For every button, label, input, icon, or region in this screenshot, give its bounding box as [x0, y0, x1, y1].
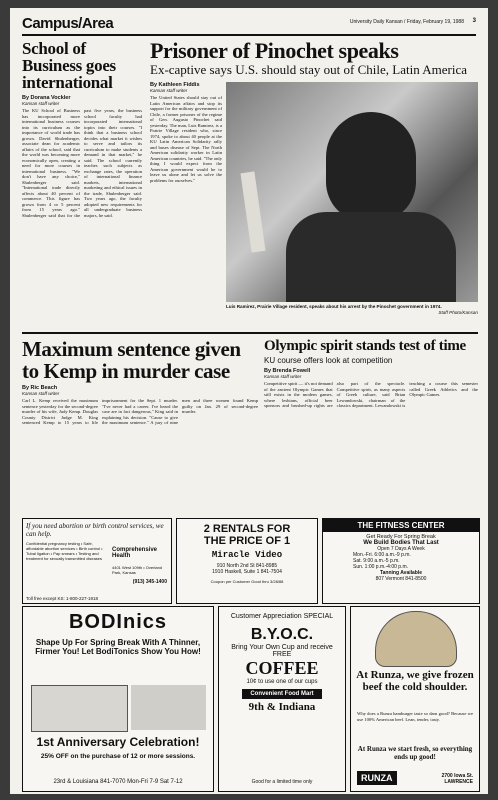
coffee-footer: Good for a limited time only — [251, 779, 313, 785]
bodinics-ad — [22, 606, 214, 792]
video-ad — [176, 518, 318, 604]
contraception-brand: Comprehensive Health — [112, 547, 158, 559]
bodinics-tagline: Shape Up For Spring Break With A Thinner, Firmer You! Let BodiTonics Show You How! — [35, 638, 201, 656]
bodinics-logo: BODInics — [68, 611, 168, 633]
coffee-price: 10¢ to use one of our cups — [246, 679, 318, 685]
contraception-title: If you need abortion or birth control services, we can help. — [26, 522, 164, 538]
pinochet-subhead: Ex-captive says U.S. should stay out of Chile, Latin America — [150, 62, 467, 77]
business-text: The KU School of Business has incorporated more international business courses into its curriculum as the importance of world trade has grown. David Shulenberger, associate dean for academic affairs of the school, said that the world was becoming more economically open, creating a need for more courses in international business. "We don't have any choice," Shulenberger said. "International trade directly affects about 40 percent of commerce. This figure has grown from 4 or 5 percent from 15 years ago." Shulenberger said that for the past five years, the business school faculty had incorporated international topics into their courses. "I think that a business school decides what market it wishes to serve and tailors its curriculum to make students a demand in that market," he said. The school currently teaches such subjects as exchange rates, the operation of international finance markets, international marketing and ethical issues in the trade, Shulenberger said. Two years ago, the faculty adopted new requirements for all undergraduate business majors, he said. — [22, 108, 142, 218]
fitness-tanning: Tanning Available — [379, 570, 423, 576]
bodinics-offer: 25% OFF on the purchase of 12 or more sessions. — [40, 753, 196, 760]
fitness-ad — [322, 518, 480, 604]
fitness-hours-line: Mon.-Fri. 6:00 a.m.-9 p.m. — [353, 552, 411, 558]
runza-close: At Runza we start fresh, so everything ends up good! — [357, 745, 473, 761]
video-line1: 2 RENTALS FOR — [203, 523, 291, 535]
caption-text: Luis Ramirez, Prairie Village resident, speaks about his arrest by the Pinochet government in 1974. — [226, 304, 442, 309]
coffee-title: Customer Appreciation SPECIAL — [230, 613, 334, 620]
photo-credit: Staff Photo/Kansan — [438, 309, 478, 315]
kemp-story — [22, 338, 258, 513]
fitness-address: 807 Vermont 841-8500 — [375, 576, 427, 582]
photo-subject-body — [286, 212, 456, 302]
pinochet-role: Kansan staff writer — [150, 88, 188, 93]
business-byline: By Dorana Vockler — [22, 95, 71, 101]
kemp-text: Carl L. Kemp received the maximum sentence yesterday for the second-degree murder of his wife, Judy Kemp. Douglas County District Judge M. King sentenced Kemp to 15 years to life imprisonment for the Sept. 1 murder. "I've never had a career. I've heard the case are in fact dangerous," King said in explaining his decision. "Cause to give the maximum sentence." A jury of nine men and three women found Kemp guilty on Jan. 29 of second-degree murder. — [22, 398, 258, 425]
olympic-text: Competitive spirit — it's not demand of the ancient Olympic Games that still exists in the modern games, where lesbians, official beer sponsors and brushed-up rights are also part of the spectacle. Competitive spirit, as many aspects of Greek culture, said Brian Lewandowski, chairman of the classics department. Lewandowski is teaching a course this semester called Greek Athletics and the Olympic Games. — [264, 381, 478, 408]
bodinics-anniversary: 1st Anniversary Celebration! — [36, 735, 200, 749]
page-header — [22, 14, 476, 36]
photo-caption — [226, 304, 478, 315]
olympic-role: Kansan staff writer — [264, 374, 302, 379]
coffee-free: COFFEE — [245, 658, 319, 678]
bodinics-location: 23rd & Louisiana 841-7070 Mon-Fri 7-9 Sat 7-12 — [53, 779, 183, 785]
pinochet-byline: By Kathleen Fiddis — [150, 82, 200, 88]
olympic-headline: Olympic spirit stands test of time — [264, 338, 466, 354]
runza-address: 2700 Iowa St. LAWRENCE — [441, 773, 473, 785]
contraception-phone: (913) 345-1400 — [132, 579, 167, 585]
runza-text: Why does a Runza hamburger taste so darn good? Because we use 100% American beef. Lean, tender, tasty. — [357, 711, 473, 722]
pinochet-text: The United States should stay out of Latin American affairs and stop its support for the military government of Chile, a former prisoner of the regime of Gen. Augusto Pinochet said yesterday. The man, Luis Ramirez, is a Prairie Village resident who, since 1974, spoke to about 40 people at the KU Latin American Solidarity rally and buses disease of Sept. The North American solidarity worker in Latin American countries, he said. "The only thing I would expect from the American government would be to leave us alone and let us solve the problems for ourselves." — [150, 95, 222, 183]
bodinics-figure-photo — [131, 685, 206, 730]
coffee-byoc: B.Y.O.C. — [250, 626, 314, 643]
business-story — [22, 40, 142, 330]
fitness-hours — [323, 552, 479, 570]
olympic-story — [264, 338, 478, 513]
newspaper-page — [10, 8, 488, 794]
issue-info: University Daily Kansan / Friday, February 19, 1988 — [349, 19, 464, 25]
runza-headline: At Runza, we give frozen beef the cold shoulder. — [356, 669, 474, 693]
kemp-byline: By Ric Beach — [22, 385, 58, 391]
video-address2: 1910 Haskell, Suite 1 841-7504 — [212, 569, 282, 575]
olympic-subhead: KU course offers look at competition — [264, 356, 393, 365]
fitness-hours-title: Open 7 Days A Week — [377, 546, 425, 552]
divider — [22, 332, 478, 334]
section-title: Campus/Area — [22, 15, 114, 32]
fitness-title: THE FITNESS CENTER — [323, 519, 479, 532]
coffee-store-logo: Convenient Food Mart — [242, 689, 322, 699]
pinochet-headline: Prisoner of Pinochet speaks — [150, 40, 399, 63]
photo-subject-hand — [241, 171, 266, 252]
business-headline: School of Business goes international — [22, 40, 116, 92]
video-address1: 910 North 2nd St 841-8985 — [216, 563, 278, 569]
fitness-hours-line: Sat. 9:00 a.m.-5 p.m. — [353, 558, 400, 564]
hamburger-icon — [375, 611, 457, 667]
video-line2: THE PRICE OF 1 — [203, 535, 291, 547]
coffee-byoc-sub: Bring Your Own Cup and receive FREE — [231, 644, 333, 658]
contraception-tollfree: Toll free except KS: 1-800-227-1918 — [26, 596, 99, 601]
pinochet-story — [150, 40, 478, 330]
coffee-address: 9th & Indiana — [248, 701, 316, 713]
runza-logo: RUNZA — [357, 771, 397, 785]
coffee-ad — [218, 606, 346, 792]
photo-subject-head — [326, 112, 416, 222]
page-number: 3 — [472, 18, 476, 24]
runza-ad — [350, 606, 480, 792]
fitness-tagline: Get Ready For Spring Break — [366, 534, 436, 540]
business-role: Kansan staff writer — [22, 101, 60, 106]
kemp-headline: Maximum sentence given to Kemp in murder case — [22, 338, 241, 383]
fitness-tagline2: We Build Bodies That Last — [363, 540, 439, 546]
olympic-byline: By Brenda Fowell — [264, 368, 311, 374]
kemp-role: Kansan staff writer — [22, 391, 60, 396]
video-coupon: Coupon per Customer Good thru 3/28/88 — [210, 579, 284, 584]
contraception-address: 4401 West 109th • Overland Park, Kansas — [112, 565, 163, 575]
ramirez-photo — [226, 82, 478, 302]
fitness-hours-line: Sun. 1:00 p.m.-4:00 p.m. — [353, 564, 409, 570]
contraception-body: Confidential pregnancy testing • Safe, affordable abortion services • Birth control • Tubal ligation • Pap smears • Testing and treatment for sexually transmitted diseases — [26, 541, 103, 561]
video-store: Miracle Video — [211, 550, 283, 560]
pinochet-text-block — [150, 82, 222, 307]
bodinics-photo — [31, 685, 128, 732]
contraception-ad — [22, 518, 172, 604]
